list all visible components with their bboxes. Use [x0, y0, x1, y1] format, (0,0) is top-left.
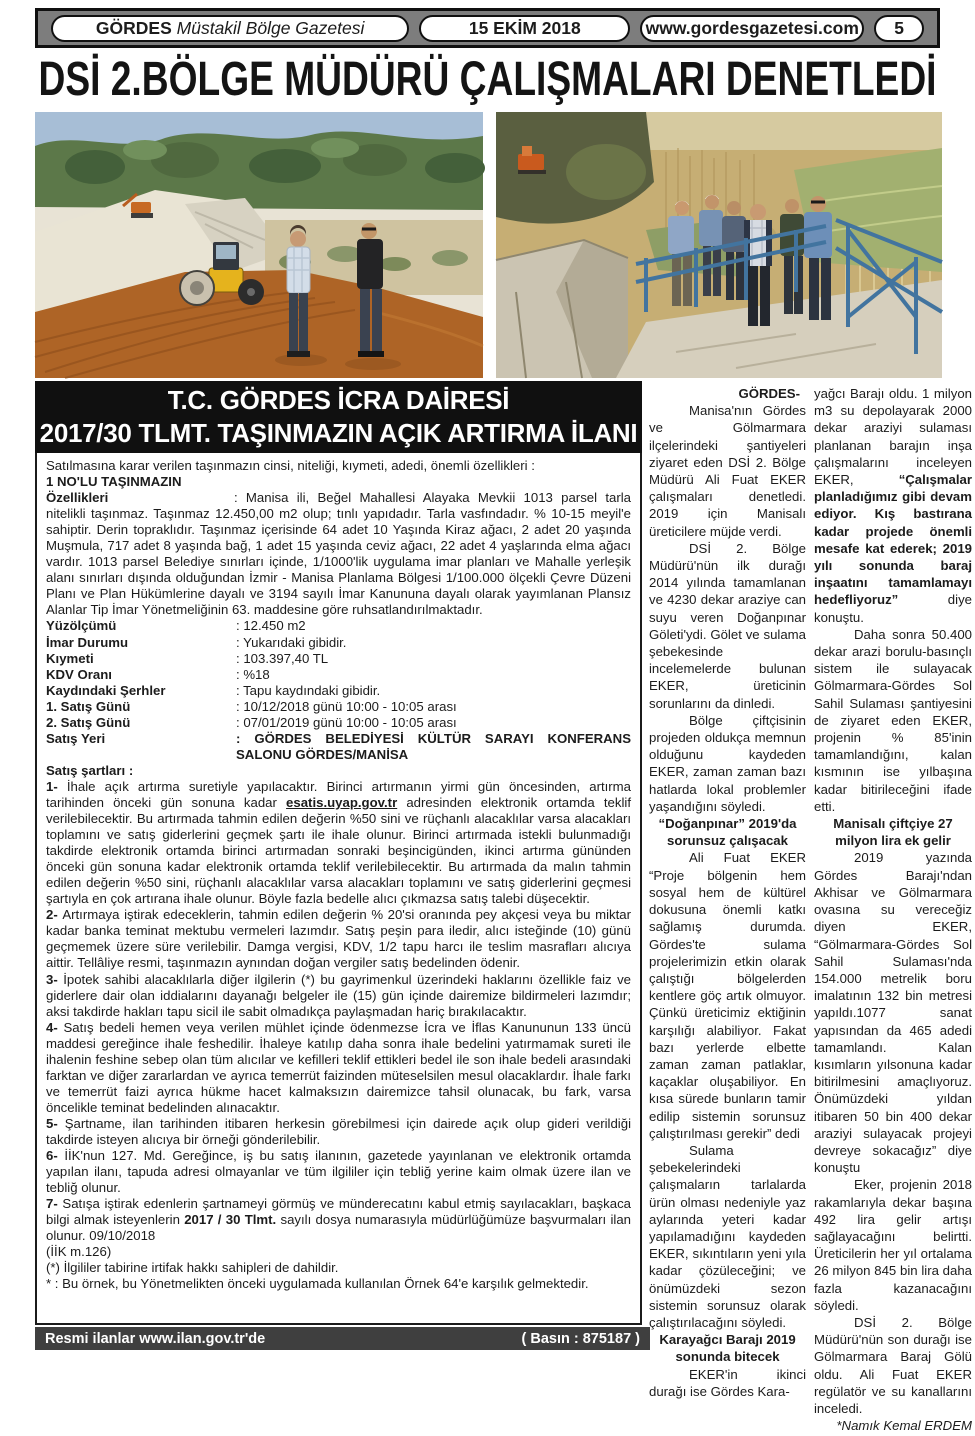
notice-details	[46, 618, 631, 762]
detail-row	[46, 699, 631, 715]
dam-photo-art	[496, 112, 942, 378]
article-paragraph: DSİ 2. Bölge Müdürü'nün son durağı ise Gölmarmara Baraj Gölü oldu. Ali Fuat EKER regülatör ve su kanallarını inceledi.	[814, 1314, 972, 1416]
website-text: www.gordesgazetesi.com	[640, 15, 864, 42]
article-paragraph: Daha sonra 50.400 dekar arazi borulu-basınçlı sistem ile sulayacak Gölmarmara-Gördes Sol Sahil Sulaması şantiyesini de ziyaret eden EKER, projenin % 85'inin tamamlandığını, kalan kısmının ise yılbaşına kadar bitirileceğini ifade etti.	[814, 626, 972, 814]
press-number: ( Basın : 875187 )	[521, 1330, 640, 1347]
construction-photo-art	[35, 112, 483, 378]
detail-value: : 10/12/2018 günü 10:00 - 10:05 arası	[236, 698, 457, 714]
notice-paragraph: 3- İpotek sahibi alacaklılarla diğer ilgilerin (*) bu gayrimenkul üzerindeki haklarını özellikle faiz ve giderlere dair olan iddialarını dayanağı belgeler ile (15) gün içinde dairemize bildirmeleri lazımdır; aksi takdirde hakları tapu sicil ile sabit olmadıkça paylaşmadan hariç bırakılacaktır.	[46, 971, 632, 1019]
notice-title	[35, 381, 642, 453]
detail-label: Yüzölçümü	[46, 618, 117, 634]
masthead	[35, 8, 940, 48]
notice-paragraph: 6- İİK'nun 127. Md. Gereğince, iş bu satış ilanının, gazetede yayınlanan ve elektronik ortamda yapılan ilanı, tapuda adresi olmayanlar ve tüm ilgililer için tebliğ yerine kaim olmak üzere ilan ve tebliğ olunur.	[46, 1148, 632, 1196]
official-ads-text: Resmi ilanlar www.ilan.gov.tr'de	[45, 1330, 266, 1347]
article-paragraph: yağcı Barajı oldu. 1 milyon m3 su depolayarak 2000 dekar araziyi sulaması planlanan barajın inşa çalışmalarını inceleyen EKER, “Çalışmalar planladığımız gibi devam ediyor. Kış bastırana kadar projede önemli mesafe kat ederek; 2019 yılı sonunda baraj inşaatını tamamlamayı hedefliyoruz” diye konuştu.	[814, 386, 972, 625]
article-paragraph: Manisa'nın Gördes ve Gölmarmara ilçelerindeki şantiyeleri ziyaret eden DSİ 2. Bölge Müdürü Ali Fuat EKER çalışmaları denetledi. 2019 için Manisalı üreticilere müjde verdi.	[649, 403, 806, 539]
auction-notice	[35, 381, 642, 1325]
article-paragraph: Karayağcı Barajı 2019 sonunda bitecek	[659, 1332, 796, 1365]
official-ads-bar	[35, 1327, 650, 1350]
notice-paragraph: Özellikleri : Manisa ili, Beğel Mahallesi Alayaka Mevkii 1013 parsel tarla nitelikli taşınmaz. Taşınmaz 12.450,00 m2 olup; tınlı yapıdadır. Tarla vasfındadır. % 10-15 meyil'e sahiptir. Derin topraklıdır. Taşınmaz içerisinde 64 adet 10 Yaşında Kiraz ağacı, 2 adet 20 yaşında Muşmula, 717 adet 8 yaşında bağ, 1 adet 15 yaşında ceviz ağacı, 22 adet 4 yaşlarında elma ağacı vardır. 1013 parsel Belediye sınırları içinde, 1/1000'lik uygulama imar planları ve Mahalle yerleşik alanı sınırları dışında olduğundan İzmir - Manisa Planlama Bölgesi 1/100.000 ölçekli Çevre Düzeni Planı ve Plan Hükümlerine dayalı ve 3194 sayılı İmar Kanununa dayalı olarak yayımlanan Plansız Alanlar Tip İmar Yönetmeliğinin 63. maddesine göre ruhsatlandırılmaktadır.	[46, 490, 631, 618]
detail-value: : 103.397,40 TL	[236, 650, 329, 666]
notice-intro	[46, 458, 631, 618]
detail-value: : Tapu kaydındaki gibidir.	[236, 682, 381, 698]
article-paragraph: Eker, projenin 2018 rakamlarıyla dekar başına 492 lira gelir artışı sağlayacağını belirtti. Üreticilerin her yıl ortalama 26 milyon 845 bin lira daha fazla kazanacağını söyledi.	[814, 1177, 972, 1313]
notice-paragraph: 4- Satış bedeli hemen veya verilen mühlet içinde ödenmezse İcra ve İflas Kanununun 133 üncü maddesi gereğince ihale feshedilir. İhaleye katılıp daha sonra ihale bedelini yatırmamak sureti ile ihalenin feshine sebep olan tüm alıcılar ve kefilleri teklif ettikleri bedel ile son ihale bedeli arasındaki farktan ve diğer zararlardan ve ayrıca temerrüt faizinden müteselsilen mesul olacaklardır. İhale farkı ve temerrüt faizi ayrıca hükme hacet kalmaksızın dairemizce tahsil olunacak, bu fark, varsa öncelikle teminat bedelinden alınacaktır.	[46, 1019, 631, 1115]
photo-dam-inspection	[496, 112, 942, 378]
article-paragraph: *Namık Kemal ERDEM	[836, 1418, 972, 1434]
detail-row	[46, 667, 631, 683]
notice-paragraph: Satılmasına karar verilen taşınmazın cinsi, niteliği, kıymeti, adedi, önemli özellikleri :	[46, 458, 535, 473]
detail-label: Satış Yeri	[46, 730, 106, 746]
notice-paragraph: 7- Satışa iştirak edenlerin şartnameyi görmüş ve münderecatını kabul etmiş sayılacakları, başkaca bilgi almak isteyenlerin 2017 / 30 Tlmt. sayılı dosya numarasıyla müdürlüğümüze başvurmaları ilan olunur. 09/10/2018	[46, 1196, 632, 1244]
notice-title-line1: T.C. GÖRDES İCRA DAİRESİ	[167, 385, 510, 415]
newspaper-subtitle: Müstakil Bölge Gazetesi	[176, 17, 365, 38]
notice-terms	[46, 779, 631, 1293]
terms-heading: Satış şartları :	[46, 762, 134, 778]
notice-paragraph: 1 NO'LU TAŞINMAZIN	[46, 474, 182, 490]
detail-value: : %18	[236, 666, 270, 682]
official-4-front	[744, 204, 772, 326]
detail-value: : 12.450 m2	[236, 618, 306, 634]
detail-row	[46, 731, 631, 763]
article-paragraph: Sulama şebekelerindeki çalışmaların tarlalarda ürün olması nedeniyle yaz aylarında yeteri kadar yapılamadığını kaydeden EKER, sıkıntıların yeni yıla kadar çözüleceğini; ve önümüzdeki sezon sistemin sorunsuz olarak çalıştırılacağını söyledi.	[649, 1142, 806, 1330]
notice-paragraph: 1- İhale açık artırma suretiyle yapılacaktır. Birinci artırmanın yirmi gün öncesinden, artırma tarihinden önceki gün sonuna kadar esatis.uyap.gov.tr adresinden elektronik ortamda teklif verilebilecektir. Bu artırmada tahmin edilen değerin %50 sini ve rüçhanlı alacaklılar varsa alacakları toplamını ve satış giderlerini geçmek şartı ile ihale olunur. Birinci artırmada istekli bulunmadığı takdirde elektronik ortamda birinci artırmadan sonraki beşincigünden, ikinci artırma gününden önceki gün sonuna kadar elektronik ortamda teklif verilebilecektir. Bu artırmada da malın tahmin edilen değerin %50 sini, rüçhanlı alacaklılar varsa alacakları toplamını ve satış giderlerini geçmesi şartıyla en çok artırana ihale olunur. Böyle fazla bedelle alıcı çıkmazsa satış talebi düşecektir.	[46, 778, 631, 907]
detail-row	[46, 683, 631, 699]
article-paragraph: GÖRDES-	[738, 386, 800, 401]
article-paragraph: 2019 yazında Gördes Barajı'ndan Akhisar ve Gölmarmara ovasına su vereceğiz diyen EKER, “Gölmarmara-Gördes Sol Sahil Sulaması'nda 154.000 metrelik boru imalatının 132 bin metresi yapıldı.1077 sanat yapısından da 465 adedi tamamlandı. Kalan kısımların yılsonuna kadar bitirilmesini amaçlıyoruz. Önümüzdeki yıldan itibaren 50 bin 400 dekar araziyi sulayacak projeyi devreye sokacağız” diye konuştu	[814, 850, 972, 1176]
detail-row	[46, 618, 631, 634]
detail-value: : 07/01/2019 günü 10:00 - 10:05 arası	[236, 714, 457, 730]
article-column-1	[649, 385, 806, 1399]
notice-title-line2: 2017/30 TLMT. TAŞINMAZIN AÇIK ARTIRMA İLANI	[39, 418, 638, 448]
article-paragraph: “Doğanpınar” 2019'da sorunsuz çalışacak	[658, 816, 797, 849]
headline-svg	[35, 50, 940, 106]
detail-value: : GÖRDES BELEDİYESİ KÜLTÜR SARAYI KONFERANS SALONU GÖRDES/MANİSA	[236, 730, 631, 762]
page-headline	[35, 50, 940, 106]
article-paragraph: DSİ 2. Bölge Müdürü'nün ilk durağı 2014 yılında tamamlanan ve 4230 dekar araziye can suyu veren Doğanpınar Göleti'ydi. Gölet ve sulama şebekesinde incelemelerde bulunan EKER, üreticinin sorunlarını da dinledi.	[649, 540, 806, 711]
detail-row	[46, 635, 631, 651]
detail-value: : Yukarıdaki gibidir.	[236, 634, 347, 650]
notice-paragraph: (İİK m.126)	[46, 1244, 112, 1260]
notice-body	[35, 453, 642, 1325]
detail-label: Kıymeti	[46, 650, 94, 666]
article-paragraph: EKER'in ikinci durağı ise Gördes Kara-	[649, 1366, 806, 1399]
detail-label: 1. Satış Günü	[46, 698, 131, 714]
notice-paragraph: (*) İlgililer tabirine irtifak hakkı sahipleri de dahildir.	[46, 1260, 339, 1276]
notice-paragraph: 2- Artırmaya iştirak edeceklerin, tahmin edilen değerin % 20'si oranında pey akçesi veya bu miktar kadar banka teminat mektubu vermeleri lazımdır. Satış peşin para iledir, alıcı isteğinde (10) günü geçmemek üzere süre verilebilir. Damga vergisi, KDV, 1/2 tapu harcı ile teslim masrafları alıcıya aittir. Tellâliye resmi, taşınmazın aynından doğan vergiler satış bedelinden ödenir.	[46, 907, 632, 971]
detail-row	[46, 651, 631, 667]
article-paragraph: Manisalı çiftçiye 27 milyon lira ek gelir	[833, 816, 953, 849]
detail-label: İmar Durumu	[46, 634, 129, 650]
article-paragraph: Bölge çiftçisinin projeden oldukça memnun olduğunu kaydeden EKER, zaman zaman bazı hatlarda lokal problemler yaşandığını söyledi.	[649, 712, 806, 814]
detail-row	[46, 715, 631, 731]
detail-label: KDV Oranı	[46, 666, 112, 682]
article-column-2	[814, 385, 972, 1434]
notice-paragraph: 5- Şartname, ilan tarihinden itibaren herkesin görebilmesi için dairede açık olup gideri verildiği takdirde isteyen alıcıya bir örneği gönderilebilir.	[46, 1115, 632, 1147]
notice-paragraph: * : Bu örnek, bu Yönetmelikten önceki uygulamada kullanılan Örnek 64'e karşılık gelmektedir.	[46, 1276, 589, 1292]
svg-text:DSİ 2.BÖLGE MÜDÜRÜ ÇALIŞMALARI: DSİ 2.BÖLGE MÜDÜRÜ ÇALIŞMALARI DENETLEDİ	[38, 53, 937, 106]
page-number: 5	[874, 15, 924, 42]
photo-construction-site	[35, 112, 483, 378]
detail-label: Kaydındaki Şerhler	[46, 682, 166, 698]
issue-date: 15 EKİM 2018	[419, 15, 630, 42]
article-paragraph: Ali Fuat EKER “Proje bölgenin hem sosyal hem de kültürel dokusuna önemli katkı sağlamış durumda. Gördes'te sulama projelerimizin etkin olarak çalıştığı bölgelerden kentlere göç artık olmuyor. Çünkü üreticimiz ektiğinin karşılığı alabiliyor. Fakat bazı yerlerde elbette zaman zaman patlaklar, kaçaklar oluşabiliyor. En kısa sürede bunların tamir edilip sistemin sorunsuz çalıştırılması gerekir” dedi	[649, 850, 806, 1141]
masthead-title	[51, 15, 409, 42]
detail-label: 2. Satış Günü	[46, 714, 131, 730]
newspaper-name: GÖRDES	[95, 17, 172, 38]
